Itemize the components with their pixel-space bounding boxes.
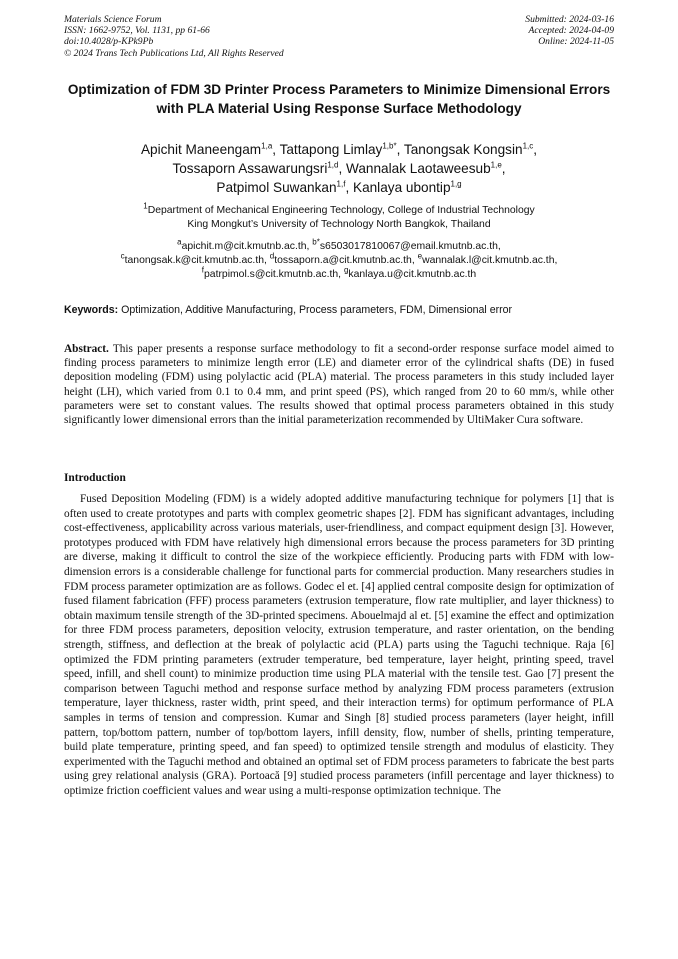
author: Tossaporn Assawarungsri [172, 161, 328, 176]
accepted-date: Accepted: 2024-04-09 [528, 25, 614, 37]
journal-name: Materials Science Forum [64, 14, 162, 25]
email-list [64, 237, 614, 283]
email: patrpimol.s@cit.kmutnb.ac.th, [204, 269, 342, 281]
email-sup: f [201, 265, 205, 275]
copyright: © 2024 Trans Tech Publications Ltd, All Rights Reserved [64, 47, 284, 59]
author: Kanlaya ubontip [353, 180, 451, 195]
affiliation-sup: 1 [143, 201, 148, 211]
affiliation-line-1: Department of Mechanical Engineering Technology, College of Industrial Technology [147, 205, 535, 216]
doi: doi:10.4028/p-KPk9Pb [64, 36, 154, 48]
affiliation-line-2: King Mongkut’s University of Technology North Bangkok, Thailand [187, 219, 491, 231]
keywords [64, 303, 614, 317]
email-sup: d [269, 251, 275, 261]
author: Tanongsak Kongsin [403, 142, 523, 157]
author: Wannalak Laotaweesub [346, 161, 491, 176]
email: tossaporn.a@cit.kmutnb.ac.th, [274, 255, 415, 267]
author-sup: 1,a [261, 141, 273, 151]
affiliation [64, 201, 614, 232]
abstract-label: Abstract. [64, 343, 109, 355]
email: s6503017810067@email.kmutnb.ac.th, [319, 241, 501, 252]
paper-title: Optimization of FDM 3D Printer Process Parameters to Minimize Dimensional Errors with PLA Material Using Response Surface Methodology [67, 82, 611, 116]
email: wannalak.l@cit.kmutnb.ac.th, [422, 255, 558, 267]
author-sup: 1,g [450, 179, 462, 189]
email-sup: b* [312, 237, 320, 247]
author: Tattapong Limlay [279, 142, 383, 157]
dates-header [525, 14, 614, 48]
introduction-paragraph: Fused Deposition Modeling (FDM) is a widely adopted additive manufacturing technique for polymers [1] that is often used to create prototypes and parts with complex geometric shapes [2]. FDM has significant advantages, including cost-effectiveness, applicability across various materials, user-friendliness, and compact equipment design [3]. However, prototypes produced with FDM have relatively high dimensional errors because the process parameters for 3D printing are diverse, making it difficult to control the size of the workpiece efficiently. Producing parts with FDM with low-dimension errors is a considerable challenge for functional parts for commercial production. Many researchers studies in FDM process parameter optimization are as follows. Godec el et. [4] applied central composite design for optimization of fused filament fabrication (FFF) process parameters (extrusion temperature, flow rate multiplier, and layer thickness) to obtain maximum tensile strength of the 3D-printed specimens. Abouelmajd al et. [5] examine the effect and optimization for three FDM process parameters, deposition velocity, extrusion temperature, and raster orientation, on the bending strength, stiffness, and deflection at the break of polylactic acid (PLA) parts using the Taguchi technique. Raja [6] optimized the FDM printing parameters (extruder temperature, bed temperature, layer height, printing speed, travel speed, infill, and shell count) to minimize production time using PLA material with the tensile test. Gao [7] present the comparison between Taguchi method and response surface method by analyzing FDM process parameters (extrusion temperature, layer thickness, raster width, print speed, and their interaction terms) for optimum performance of PLA samples in terms of tension and compression. Kumar and Singh [8] studied process parameters (layer height, infill pattern, top/bottom pattern, number of top/bottom layers, infill density, flow, number of shells, printing temperature, build plate temperature, printing speed, and fan speed) to optimized tensile strength and modulus of elasticity. They experimented with the Taguchi method and obtained an optimal set of FDM process parameters to fabricate the best parts using grey relational analysis (GRA). Portoacă [9] studied process parameters (infill percentage and layer thickness) to optimize friction coefficient values and wear using a multi-response optimization technique. The [64, 493, 614, 797]
author-list: Apichit Maneengam$^{1,a}$, Tattapong Limlay$^{1,b*}$, Tanongsak Kongsin$^{1,c}$, Tossaporn Assawarungsri$^{1,d}$, Wannalak Laotaweesub$^{1,e}$, Patpimol Suwankan$^{1,f}$, Kanlaya ubontip$^{1,g}$ [140, 141, 538, 195]
author-sup: 1,c [522, 141, 534, 151]
submitted-date: Submitted: 2024-03-16 [525, 14, 614, 25]
email: tanongsak.k@cit.kmutnb.ac.th, [124, 255, 267, 267]
email: apichit.m@cit.kmutnb.ac.th, [181, 241, 310, 252]
email-sup: c [120, 251, 125, 261]
issn-volume: ISSN: 1662-9752, Vol. 1131, pp 61-66 [64, 25, 210, 37]
keywords-label: Keywords: [64, 304, 119, 316]
author: Patpimol Suwankan [216, 180, 337, 195]
email-sup: g [343, 265, 349, 275]
author-sup: 1,b* [382, 141, 397, 151]
author: Apichit Maneengam [140, 142, 262, 157]
online-date: Online: 2024-11-05 [538, 36, 614, 48]
abstract [64, 342, 614, 427]
abstract-text: This paper presents a response surface methodology to fit a second-order response surface model aimed to finding process parameters to minimize length error (LE) and diameter error of the cylindrical shafts (DE) in fused deposition modeling (FDM) using polylactic acid (PLA) material. The process parameters in this study included layer height (LH), which varied from 0.1 to 0.4 mm, and print speed (PS), which ranged from 20 to 60 mm/s, while other parameters were set to constant values. The results showed that optimal process parameters obtained in this study significantly lower dimensional errors than the initial parameterization recommended by UltiMaker Cura software. [64, 343, 614, 427]
author-sup: 1,f [336, 179, 346, 189]
author-sup: 1,e [490, 160, 502, 170]
keywords-text: Optimization, Additive Manufacturing, Process parameters, FDM, Dimensional error [121, 304, 513, 316]
journal-header [64, 14, 284, 59]
section-heading-introduction: Introduction [64, 472, 126, 484]
email-sup: a [177, 237, 182, 247]
email: kanlaya.u@cit.kmutnb.ac.th [348, 269, 477, 281]
author-sup: 1,d [327, 160, 339, 170]
email-sup: e [417, 251, 423, 261]
